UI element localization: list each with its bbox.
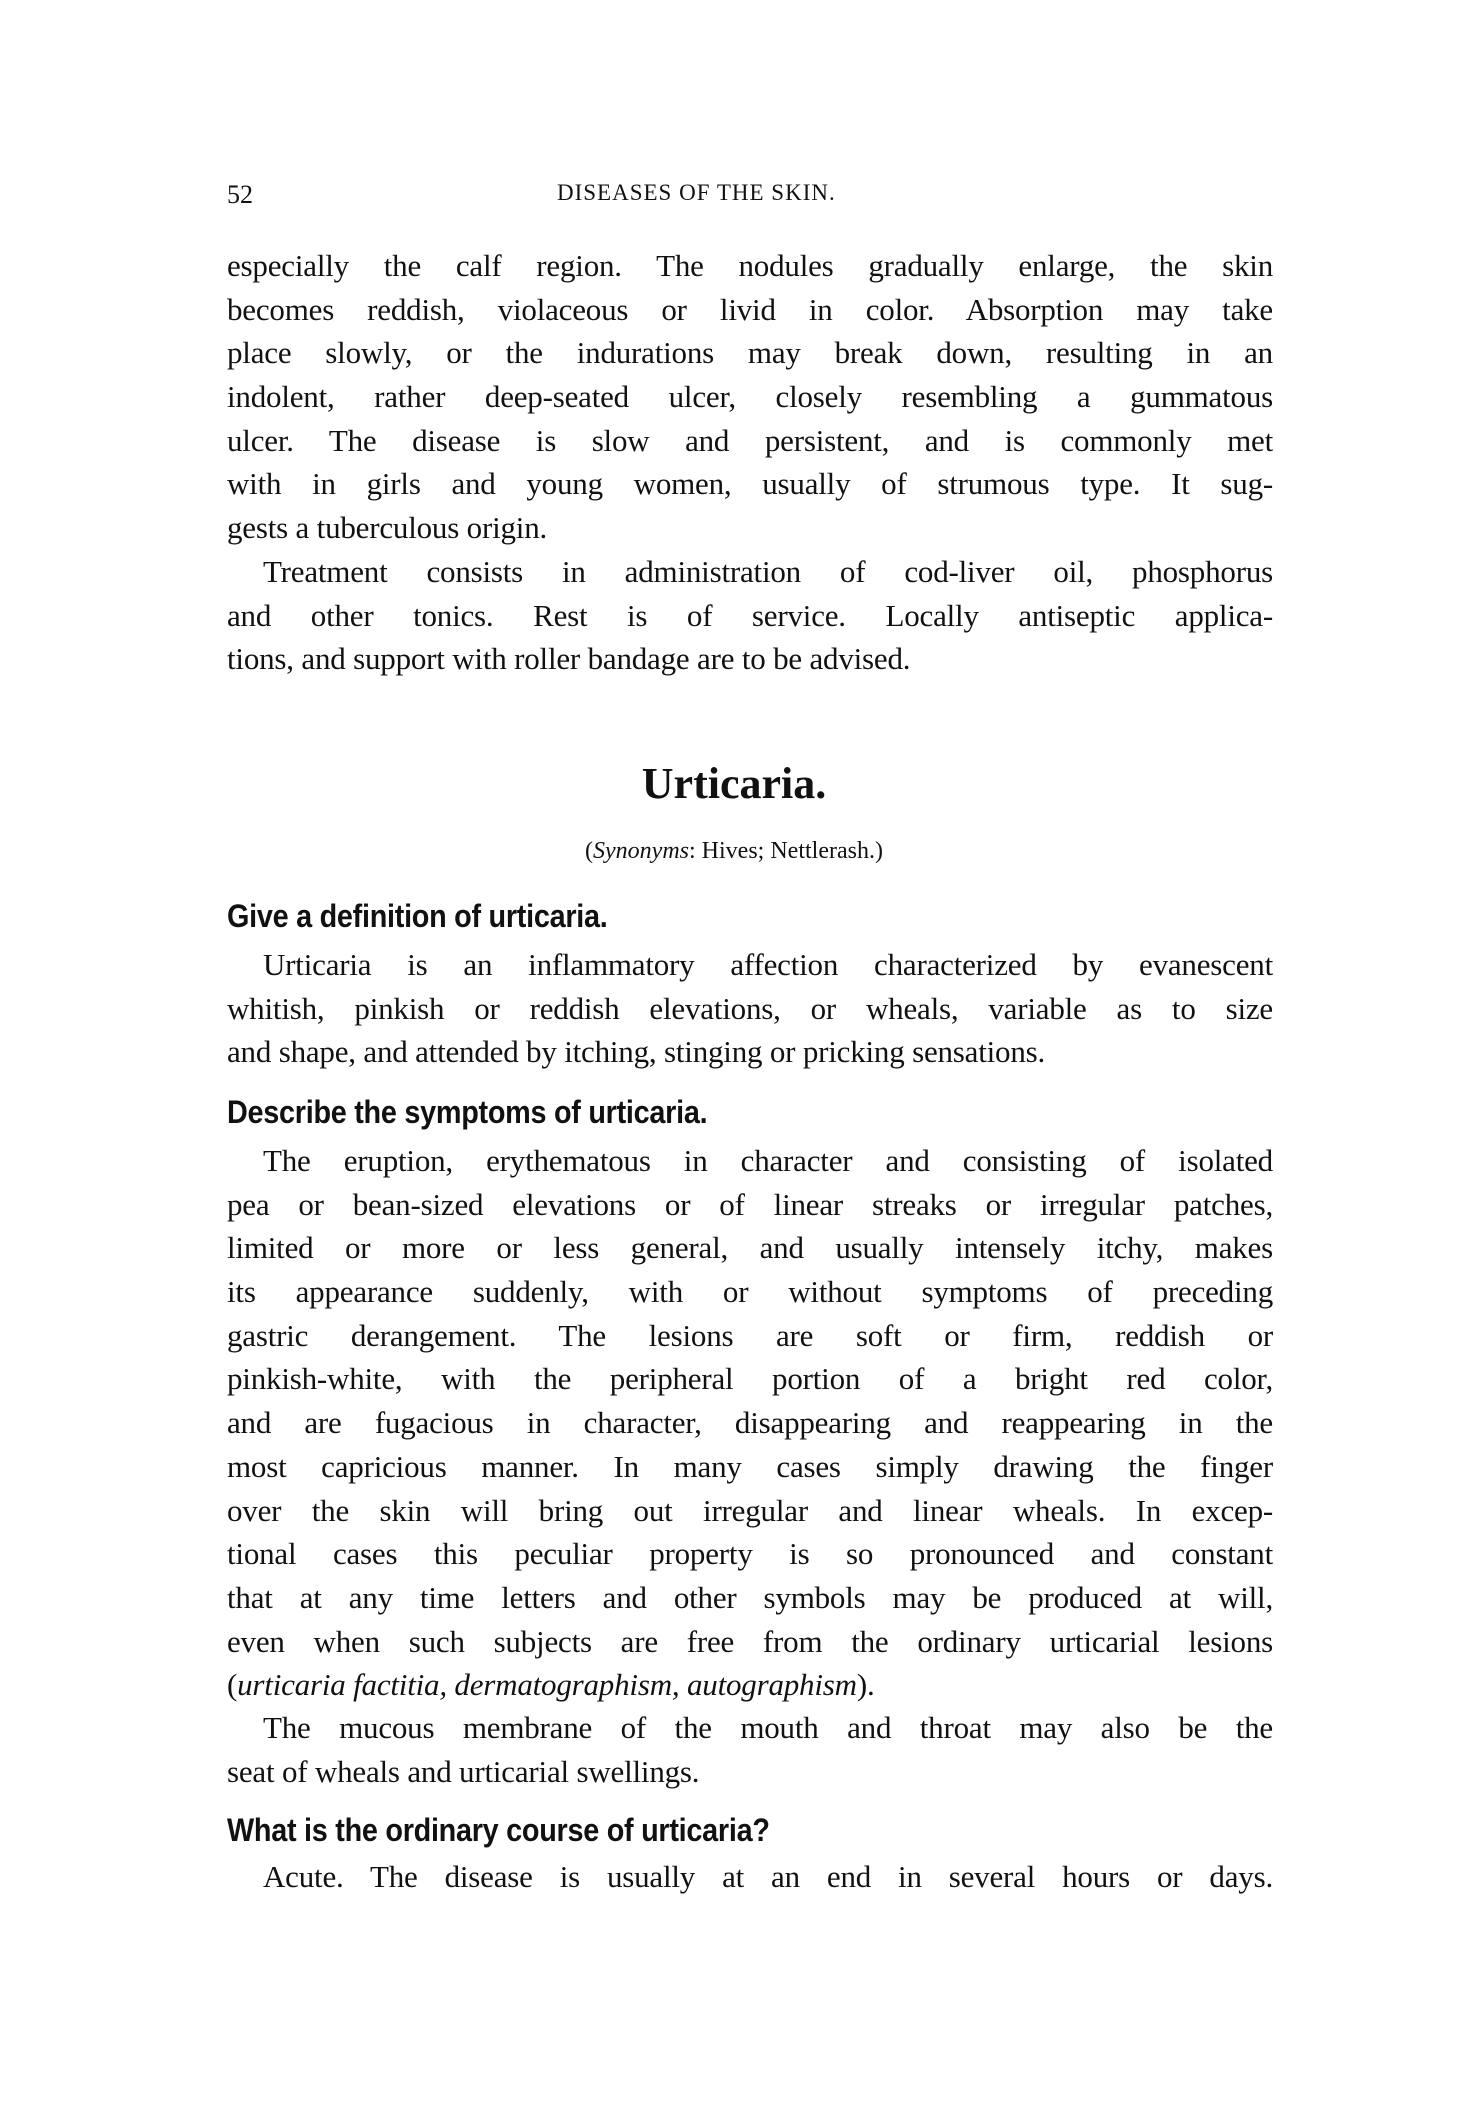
text-line: and shape, and attended by itching, stinging or pricking sensations. (227, 1034, 1046, 1070)
text-line: and are fugacious in character, disappearing and reappearing in the (227, 1405, 1273, 1441)
text-line: most capricious manner. In many cases simply drawing the finger (227, 1448, 1273, 1484)
paragraph-continued (227, 244, 1273, 550)
text-line: ulcer. The disease is slow and persistent, and is commonly met (227, 422, 1273, 458)
symptoms-lines (227, 1139, 1273, 1663)
answer-definition (227, 943, 1273, 1074)
text-line: becomes reddish, violaceous or livid in color. Absorption may take (227, 291, 1273, 327)
text-line: whitish, pinkish or reddish elevations, or wheals, variable as to size (227, 990, 1273, 1026)
page-header (227, 180, 1273, 220)
text-line: limited or more or less general, and usually intensely itchy, makes (227, 1230, 1273, 1266)
section-title: Urticaria. (641, 759, 827, 808)
text-line: Acute. The disease is usually at an end in several hours or days. (263, 1859, 1273, 1894)
text-line: its appearance suddenly, with or without symptoms of preceding (227, 1274, 1273, 1310)
text-line: Urticaria is an inflammatory affection characterized by evanescent (263, 947, 1273, 982)
text-line: place slowly, or the indurations may break down, resulting in an (227, 335, 1273, 371)
text-line: gastric derangement. The lesions are soft or firm, reddish or (227, 1317, 1273, 1353)
answer-mucous (227, 1706, 1273, 1793)
text-line: especially the calf region. The nodules gradually enlarge, the skin (227, 248, 1273, 283)
text-line: pea or bean-sized elevations or of linear streaks or irregular patches, (227, 1186, 1273, 1222)
text-line: tions, and support with roller bandage are to be advised. (227, 641, 911, 677)
text-line: indolent, rather deep-seated ulcer, closely resembling a gummatous (227, 379, 1273, 415)
text-line: even when such subjects are free from the ordinary urticarial lesions (227, 1623, 1273, 1659)
text-line: that at any time letters and other symbols may be produced at will, (227, 1579, 1273, 1615)
page-number: 52 (227, 180, 253, 209)
answer-course (227, 1855, 1273, 1899)
paren: ). (856, 1667, 875, 1703)
text-line: The mucous membrane of the mouth and throat may also be the (263, 1710, 1273, 1745)
synonyms-text: : Hives; Nettlerash.) (689, 838, 883, 864)
paren: ( (227, 1667, 238, 1703)
italic-terms: urticaria factitia, dermatographism, autographism (237, 1667, 857, 1703)
text-line: Treatment consists in administration of cod-liver oil, phosphorus (263, 554, 1273, 589)
text-line: and other tonics. Rest is of service. Locally antiseptic applica- (227, 597, 1273, 633)
text-line: tional cases this peculiar property is so pronounced and constant (227, 1536, 1273, 1572)
synonyms (0, 838, 1468, 865)
question-course: What is the ordinary course of urticaria? (227, 1812, 770, 1848)
text-line: gests a tuberculous origin. (227, 510, 548, 546)
paragraph-treatment (227, 550, 1273, 681)
text-line: seat of wheals and urticarial swellings. (227, 1753, 700, 1789)
paren: ( (585, 838, 594, 864)
text-line: over the skin will bring out irregular and linear wheals. In excep- (227, 1492, 1273, 1528)
answer-symptoms (227, 1139, 1273, 1707)
text-line: The eruption, erythematous in character and consisting of isolated (263, 1143, 1273, 1178)
text-line: with in girls and young women, usually of strumous type. It sug- (227, 466, 1273, 502)
running-title: DISEASES OF THE SKIN. (557, 180, 836, 205)
synonyms-label: Synonyms (593, 838, 690, 864)
text-line: pinkish-white, with the peripheral portion of a bright red color, (227, 1361, 1273, 1397)
italic-terms-line (227, 1663, 1273, 1707)
question-symptoms: Describe the symptoms of urticaria. (227, 1094, 708, 1130)
question-definition: Give a definition of urticaria. (227, 898, 608, 934)
